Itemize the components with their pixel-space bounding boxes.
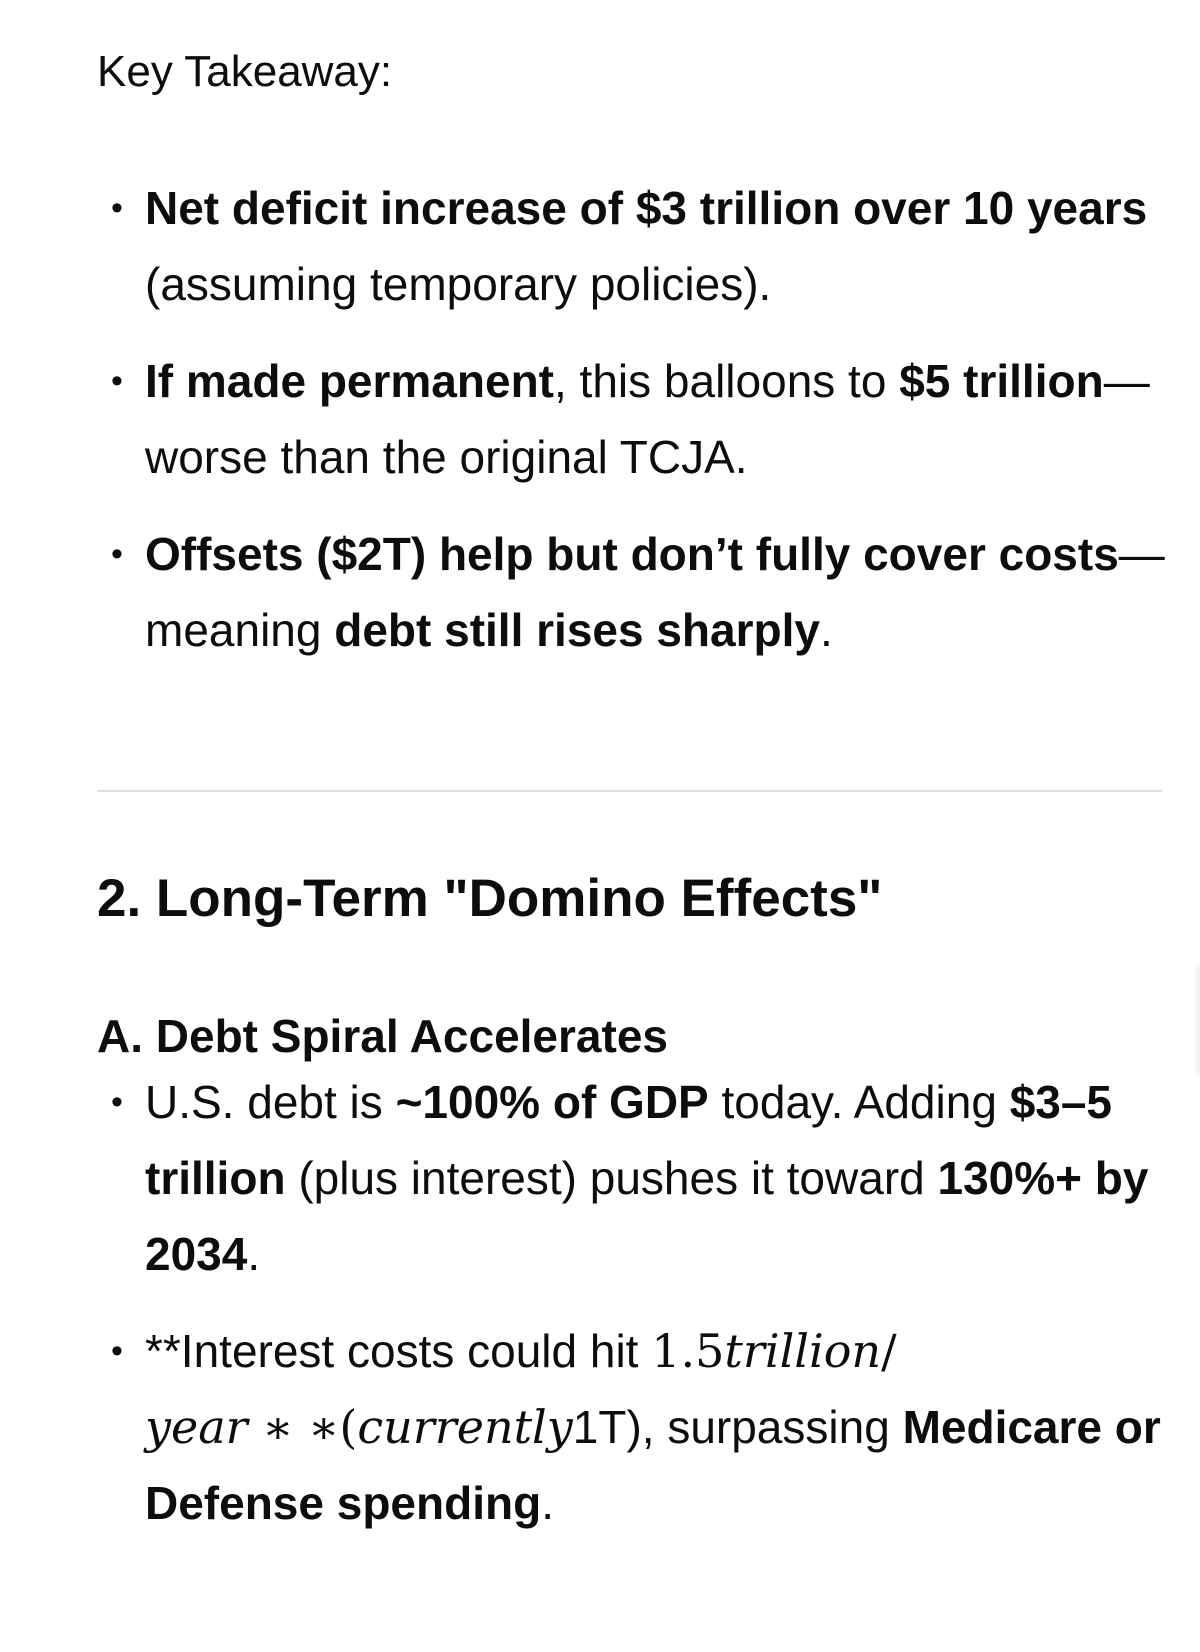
scrollbar[interactable] bbox=[1194, 965, 1200, 1075]
list-item bbox=[97, 1064, 1167, 1292]
list-item bbox=[97, 170, 1167, 322]
item-text-bold: ~100% of GDP bbox=[395, 1076, 709, 1128]
item-text: . bbox=[541, 1477, 554, 1529]
list-item bbox=[97, 516, 1167, 668]
math-text: currently bbox=[357, 1400, 573, 1454]
horizontal-divider bbox=[97, 790, 1162, 792]
item-text: today. Adding bbox=[708, 1076, 1010, 1128]
item-text: (plus interest) pushes it toward bbox=[285, 1152, 938, 1204]
item-text: —worse than the original TCJA. bbox=[145, 355, 1150, 483]
item-text-bold: Offsets ($2T) help but don’t fully cover costs bbox=[145, 528, 1119, 580]
math-text: ∗ ∗( bbox=[247, 1400, 358, 1454]
bullet-icon: • bbox=[111, 535, 123, 573]
subsection-title: A. Debt Spiral Accelerates bbox=[97, 1010, 668, 1062]
bullet-icon: • bbox=[111, 362, 123, 400]
bullet-icon: • bbox=[111, 189, 123, 227]
bullet-icon: • bbox=[111, 1332, 123, 1370]
item-text: —meaning bbox=[145, 528, 1165, 656]
item-text: , this balloons to bbox=[554, 355, 900, 407]
item-text-bold: Medicare or Defense spending bbox=[145, 1401, 1161, 1529]
section-title: 2. Long-Term "Domino Effects" bbox=[97, 869, 883, 928]
item-text-bold: $5 trillion bbox=[899, 355, 1104, 407]
item-text: 1T), surpassing bbox=[572, 1401, 903, 1453]
item-text: U.S. debt is bbox=[145, 1076, 396, 1128]
math-text: 1.5 bbox=[651, 1324, 725, 1378]
item-text-bold: Net deficit increase of $3 trillion over 10 years bbox=[145, 182, 1148, 234]
bullet-icon: • bbox=[111, 1083, 123, 1121]
item-text: (assuming temporary policies). bbox=[145, 258, 772, 310]
item-text-bold: debt still rises sharply bbox=[334, 604, 820, 656]
list-item bbox=[97, 343, 1167, 495]
item-text: . bbox=[819, 604, 833, 656]
item-text-bold: $3–5 trillion bbox=[145, 1076, 1113, 1204]
math-text: year bbox=[145, 1400, 248, 1454]
key-takeaway-heading: Key Takeaway: bbox=[97, 47, 393, 96]
list-item bbox=[97, 1313, 1167, 1541]
item-text-bold: 130%+ by 2034 bbox=[145, 1152, 1149, 1280]
item-text: . bbox=[247, 1228, 261, 1280]
debt-spiral-list bbox=[97, 1064, 1167, 1541]
math-text: trillion bbox=[724, 1324, 882, 1378]
item-text: **Interest costs could hit bbox=[145, 1325, 652, 1377]
item-text-bold: If made permanent bbox=[145, 355, 554, 407]
key-takeaway-list bbox=[97, 170, 1167, 668]
math-text: / bbox=[881, 1324, 897, 1378]
